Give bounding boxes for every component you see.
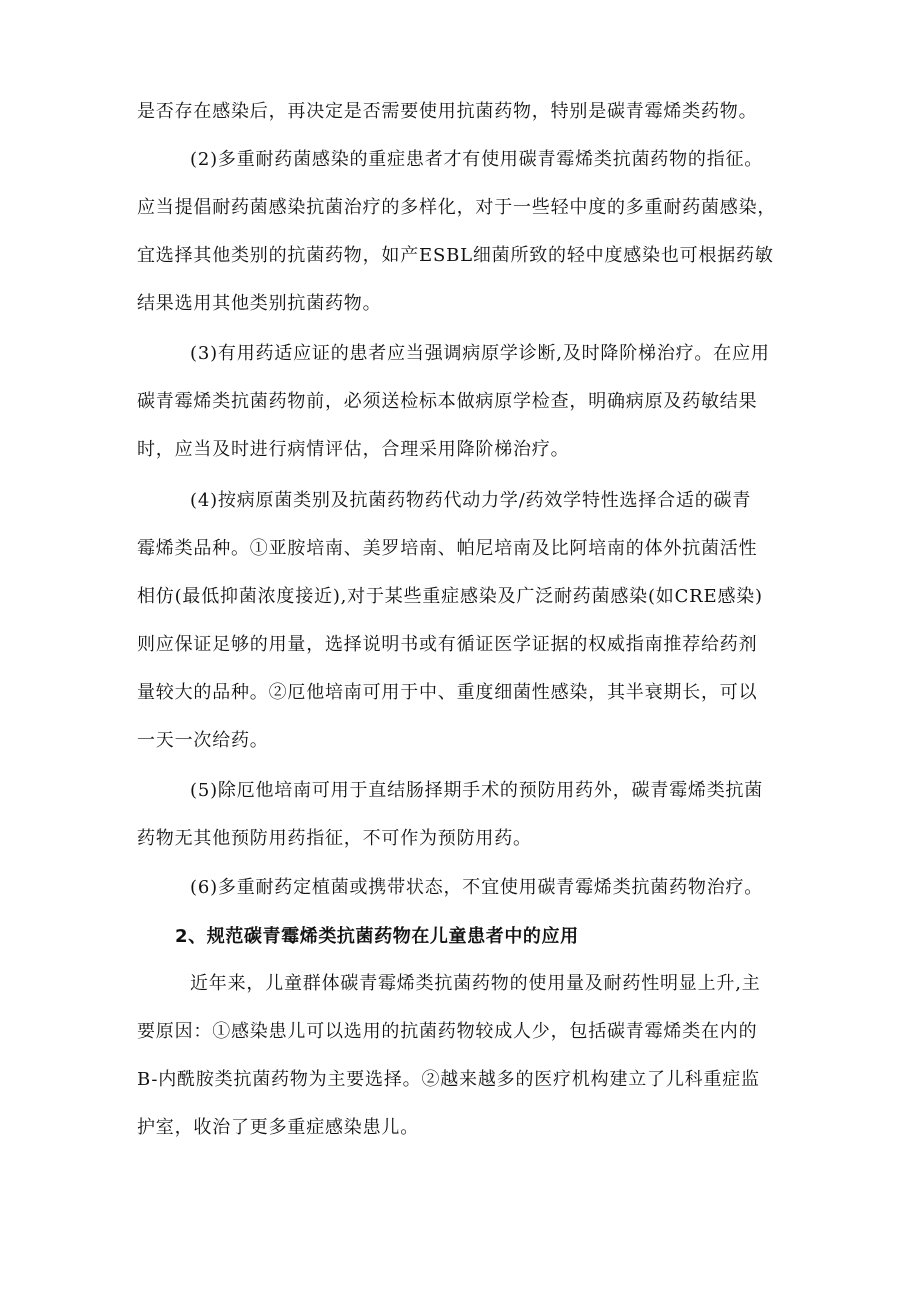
text-line: 霉烯类品种。①亚胺培南、美罗培南、帕尼培南及比阿培南的体外抗菌活性 — [137, 538, 758, 559]
text-line: 药物无其他预防用药指征，不可作为预防用药。 — [137, 828, 532, 849]
text-line: 则应保证足够的用量，选择说明书或有循证医学证据的权威指南推荐给药剂 — [137, 634, 758, 655]
section-heading: 2、规范碳青霉烯类抗菌药物在儿童患者中的应用 — [175, 926, 579, 947]
text-line: 一天一次给药。 — [137, 730, 269, 751]
text-line: 应当提倡耐药菌感染抗菌治疗的多样化，对于一些轻中度的多重耐药菌感染， — [137, 197, 777, 218]
text-line: 是否存在感染后，再决定是否需要使用抗菌药物，特别是碳青霉烯类药物。 — [137, 101, 758, 122]
text-line: 相仿(最低抑菌浓度接近),对于某些重症感染及广泛耐药菌感染(如CRE感染) — [137, 586, 763, 607]
paragraph-recent-start: 近年来，儿童群体碳青霉烯类抗菌药物的使用量及耐药性明显上升,主 — [190, 973, 761, 994]
text-line: B-内酰胺类抗菌药物为主要选择。②越来越多的医疗机构建立了儿科重症监 — [137, 1069, 760, 1090]
paragraph-5-start: (5)除厄他培南可用于直结肠择期手术的预防用药外，碳青霉烯类抗菌 — [190, 780, 764, 801]
paragraph-6: (6)多重耐药定植菌或携带状态，不宜使用碳青霉烯类抗菌药物治疗。 — [190, 877, 764, 898]
text-line: 结果选用其他类别抗菌药物。 — [137, 293, 382, 314]
paragraph-3-start: (3)有用药适应证的患者应当强调病原学诊断,及时降阶梯治疗。在应用 — [190, 343, 770, 364]
text-line: 碳青霉烯类抗菌药物前，必须送检标本做病原学检查，明确病原及药敏结果 — [137, 391, 758, 412]
text-line: 时，应当及时进行病情评估，合理采用降阶梯治疗。 — [137, 439, 570, 460]
text-line: 量较大的品种。②厄他培南可用于中、重度细菌性感染，其半衰期长，可以 — [137, 682, 758, 703]
text-line: 护室，收治了更多重症感染患儿。 — [137, 1117, 419, 1138]
paragraph-4-start: (4)按病原菌类别及抗菌药物药代动力学/药效学特性选择合适的碳青 — [190, 490, 752, 511]
paragraph-2-start: (2)多重耐药菌感染的重症患者才有使用碳青霉烯类抗菌药物的指征。 — [190, 149, 764, 170]
text-line: 要原因：①感染患儿可以选用的抗菌药物较成人少，包括碳青霉烯类在内的 — [137, 1021, 758, 1042]
text-line: 宜选择其他类别的抗菌药物，如产ESBL细菌所致的轻中度感染也可根据药敏 — [137, 245, 774, 266]
